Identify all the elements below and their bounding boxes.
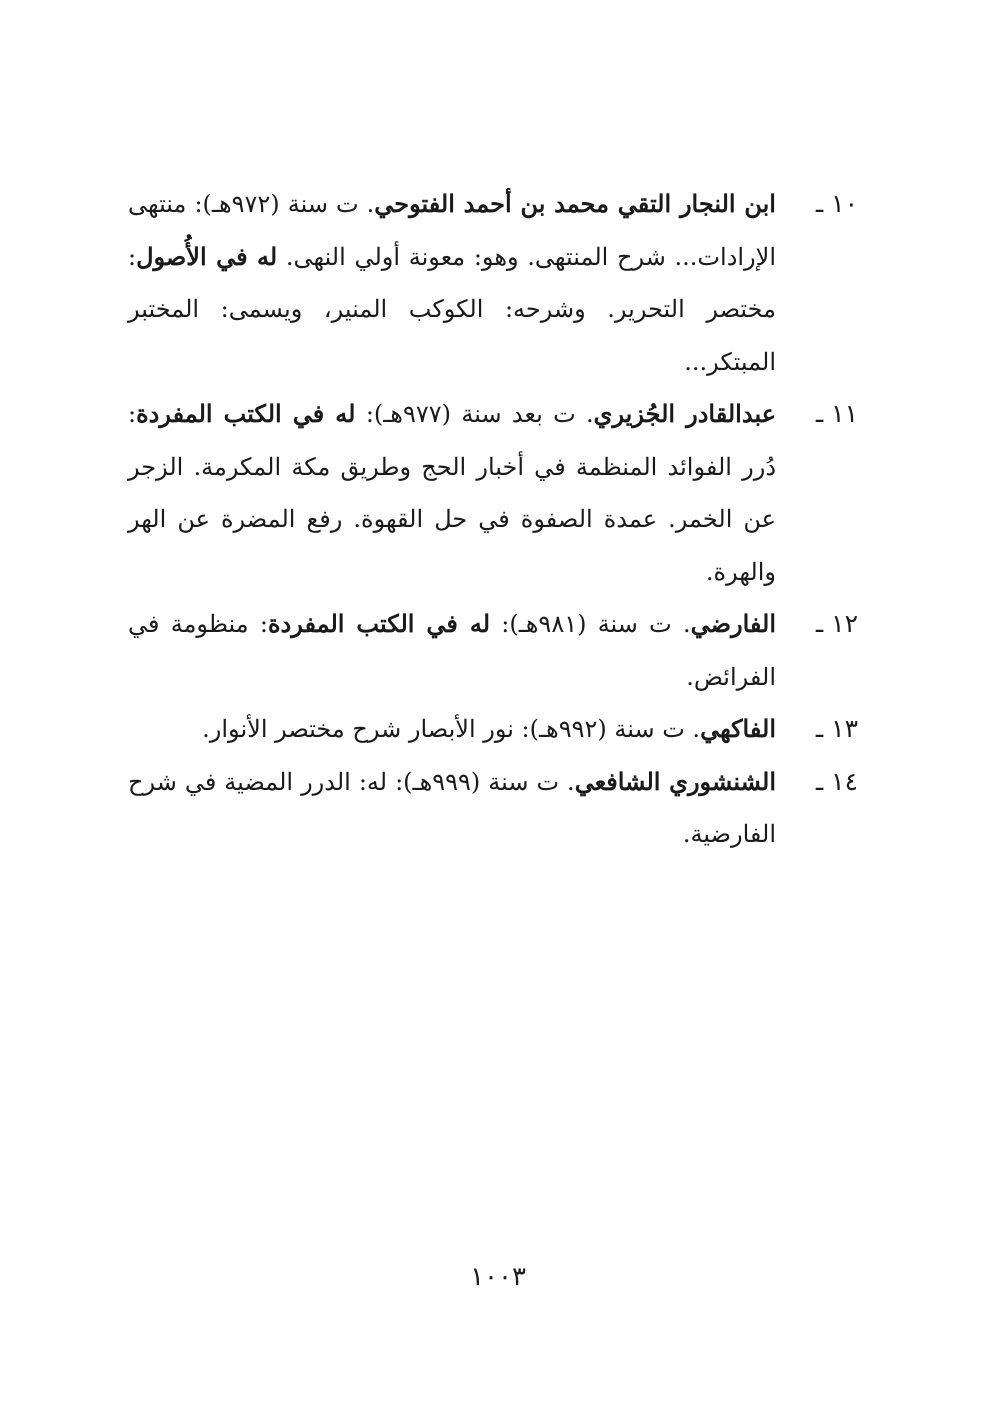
entry-body: . ت سنة (٩٩٢هـ): نور الأبصار شرح مختصر الأنوار. [202, 715, 701, 743]
entry-body: . ت بعد سنة (٩٧٧هـ): [355, 400, 594, 428]
entry-body: . ت سنة (٩٧٢هـ): منتهى الإرادات... شرح المنتهى. وهو: معونة أولي النهى. [128, 190, 776, 271]
entry-body-continued: : منظومة في الفرائض. [128, 610, 776, 691]
entry-name: الفارضي [690, 609, 777, 638]
entry-10 [128, 178, 858, 388]
entry-13 [128, 703, 858, 756]
entry-name: ابن النجار التقي محمد بن أحمد الفتوحي [374, 189, 776, 218]
entry-14 [128, 756, 858, 861]
entry-body: . ت سنة (٩٩٩هـ): له: الدرر المضية في شرح الفارضية. [128, 767, 776, 848]
entry-list [128, 178, 858, 861]
entry-number: ١١ ـ [815, 399, 858, 428]
entry-11 [128, 388, 858, 598]
page-number: ١٠٠٣ [470, 1262, 526, 1292]
entry-text [128, 388, 776, 598]
entry-label: له في الكتب المفردة [136, 399, 356, 428]
entry-text [128, 178, 776, 388]
entry-body-continued: : دُرر الفوائد المنظمة في أخبار الحج وطريق مكة المكرمة. الزجر عن الخمر. عمدة الصفوة في حل القهوة. رفع المضرة عن الهر والهرة. [128, 400, 776, 586]
entry-12 [128, 598, 858, 703]
entry-body-continued: : مختصر التحرير. وشرحه: الكوكب المنير، ويسمى: المختبر المبتكر... [128, 242, 776, 376]
entry-name: الفاكهي [700, 714, 776, 743]
entry-text [128, 598, 776, 703]
entry-number: ١٠ ـ [815, 189, 858, 218]
entry-text [128, 703, 776, 756]
entry-text [128, 756, 776, 861]
entry-number: ١٣ ـ [815, 714, 858, 743]
entry-number: ١٢ ـ [815, 609, 858, 638]
entry-number: ١٤ ـ [815, 766, 858, 796]
entry-name: الشنشوري الشافعي [574, 766, 776, 796]
entry-label: له في الكتب المفردة [267, 609, 491, 638]
entry-name: عبدالقادر الجُزيري [593, 399, 777, 428]
entry-label: له في الأُصول [136, 241, 278, 271]
entry-body: . ت سنة (٩٨١هـ): [490, 610, 691, 638]
